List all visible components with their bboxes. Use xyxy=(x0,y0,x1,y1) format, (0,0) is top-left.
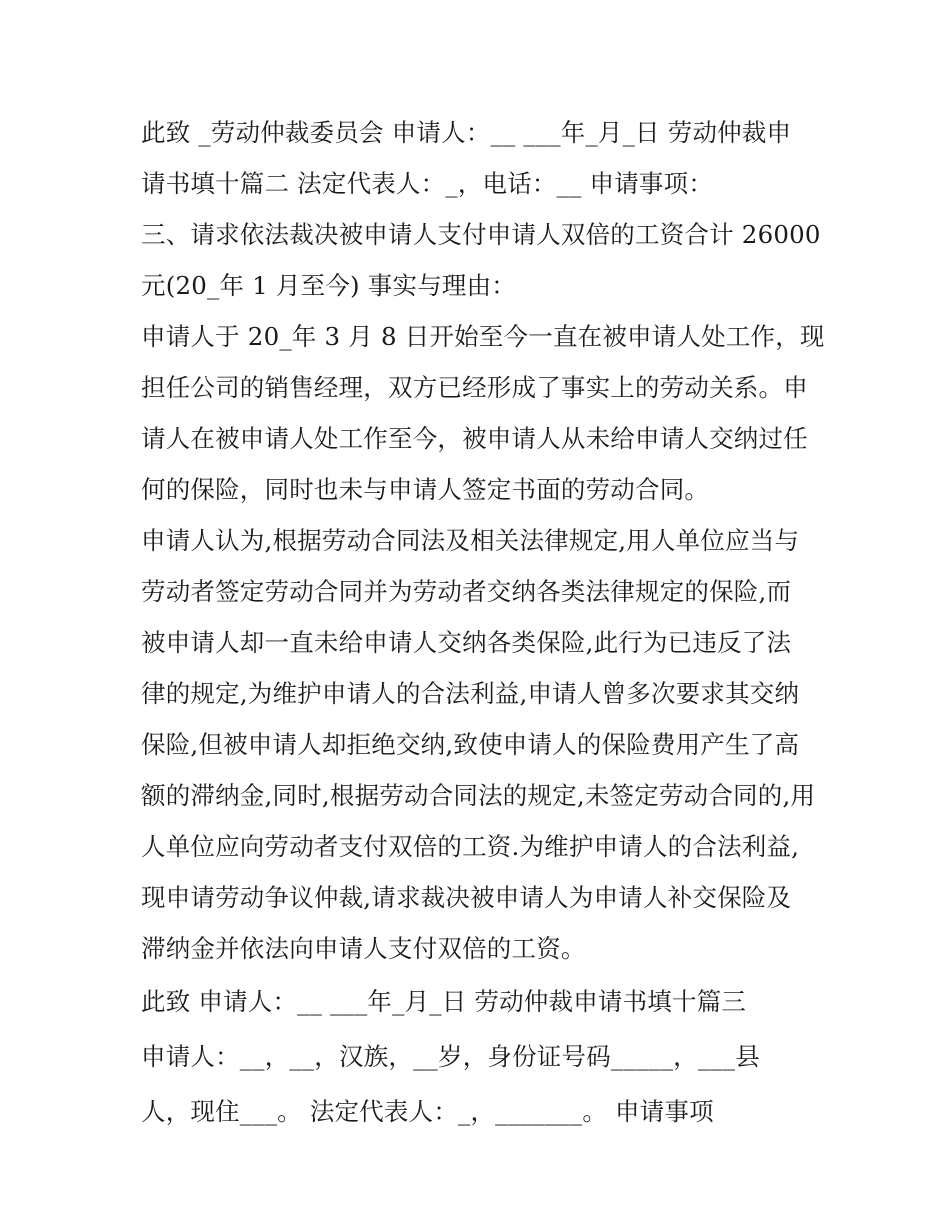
text-line: 律的规定,为维护申请人的合法利益,申请人曾多次要求其交纳 xyxy=(141,679,800,708)
text-line: 申请人：__，__，汉族，__岁，身份证号码_____，___县 xyxy=(141,1042,760,1071)
text-line: 申请人认为,根据劳动合同法及相关法律规定,用人单位应当与 xyxy=(141,526,800,555)
text-line: 申请人于 20_年 3 月 8 日开始至今一直在被申请人处工作，现 xyxy=(141,322,825,351)
text-line: 此致 申请人：__ ___年_月_日 劳动仲裁申请书填十篇三 xyxy=(141,987,747,1016)
text-line: 劳动者签定劳动合同并为劳动者交纳各类法律规定的保险,而 xyxy=(141,577,792,606)
text-line: 请人在被申请人处工作至今，被申请人从未给申请人交纳过任 xyxy=(141,424,808,453)
text-line: 保险,但被申请人却拒绝交纳,致使申请人的保险费用产生了高 xyxy=(141,730,800,759)
text-line: 人，现住___。 法定代表人：_，_______。 申请事项 xyxy=(141,1097,714,1126)
text-line: 此致 _劳动仲裁委员会 申请人：__ ___年_月_日 劳动仲裁申 xyxy=(141,118,792,147)
text-line: 何的保险，同时也未与申请人签定书面的劳动合同。 xyxy=(141,475,710,504)
text-line: 担任公司的销售经理，双方已经形成了事实上的劳动关系。申 xyxy=(141,373,808,402)
text-line: 额的滞纳金,同时,根据劳动合同法的规定,未签定劳动合同的,用 xyxy=(141,781,816,810)
text-line: 三、请求依法裁决被申请人支付申请人双倍的工资合计 26000 xyxy=(141,220,821,249)
text-line: 人单位应向劳动者支付双倍的工资.为维护申请人的合法利益, xyxy=(141,832,800,861)
text-line: 滞纳金并依法向申请人支付双倍的工资。 xyxy=(141,934,586,963)
document-body xyxy=(141,107,825,1139)
text-line: 现申请劳动争议仲裁,请求裁决被申请人为申请人补交保险及 xyxy=(141,883,792,912)
text-line: 被申请人却一直未给申请人交纳各类保险,此行为已违反了法 xyxy=(141,628,792,657)
text-line: 请书填十篇二 法定代表人：_，电话：__ 申请事项： xyxy=(141,169,714,198)
text-line: 元(20_年 1 月至今) 事实与理由： xyxy=(141,271,516,300)
